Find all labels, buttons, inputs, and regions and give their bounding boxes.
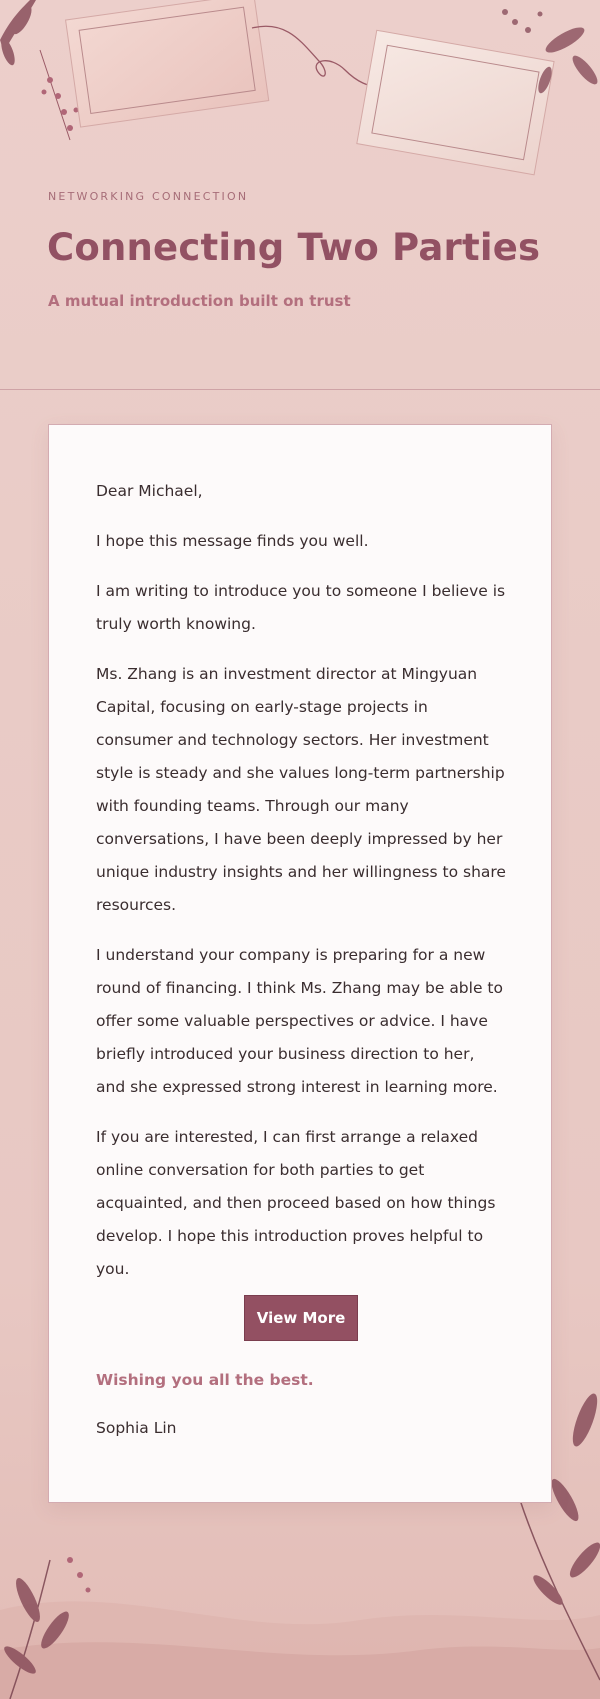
letter-closing: Wishing you all the best. [96,1371,314,1389]
eyebrow-label: NETWORKING CONNECTION [48,190,249,203]
letter-paragraph: I hope this message finds you well. [96,532,369,550]
view-more-button[interactable]: View More [244,1295,358,1341]
blank-card-icon [66,0,269,127]
page-title: Connecting Two Parties [47,226,541,269]
letter-paragraph: If you are interested, I can first arrange a relaxed online conversation for both parties to get acquainted, and then proceed based on how things develop. I hope this introduction proves helpful to you. [96,1128,496,1278]
letter-card [48,424,552,1503]
letter-paragraph: Ms. Zhang is an investment director at Mingyuan Capital, focusing on early-stage projects in consumer and technology sectors. Her investment style is steady and she values long-term partnership with founding teams. Through our many conversations, I have been deeply impressed by her unique industry insights and her willingness to share resources. [96,665,506,914]
leaf-branch-icon [0,0,36,67]
header-divider [0,389,600,390]
letter-paragraph: I understand your company is preparing for a new round of financing. I think Ms. Zhang may be able to offer some valuable perspectives or advice. I have briefly introduced your business direction to her, and she expressed strong interest in learning more. [96,946,503,1096]
hero-illustration [0,0,600,190]
letter-greeting: Dear Michael, [96,482,203,500]
page-subtitle: A mutual introduction built on trust [48,292,351,310]
letter-signature: Sophia Lin [96,1419,177,1437]
string-connector-icon [252,26,385,86]
letter-paragraph: I am writing to introduce you to someone I believe is truly worth knowing. [96,582,506,633]
cta-container [49,1295,553,1341]
letter-body [96,475,506,1303]
blank-card-icon [357,30,554,175]
